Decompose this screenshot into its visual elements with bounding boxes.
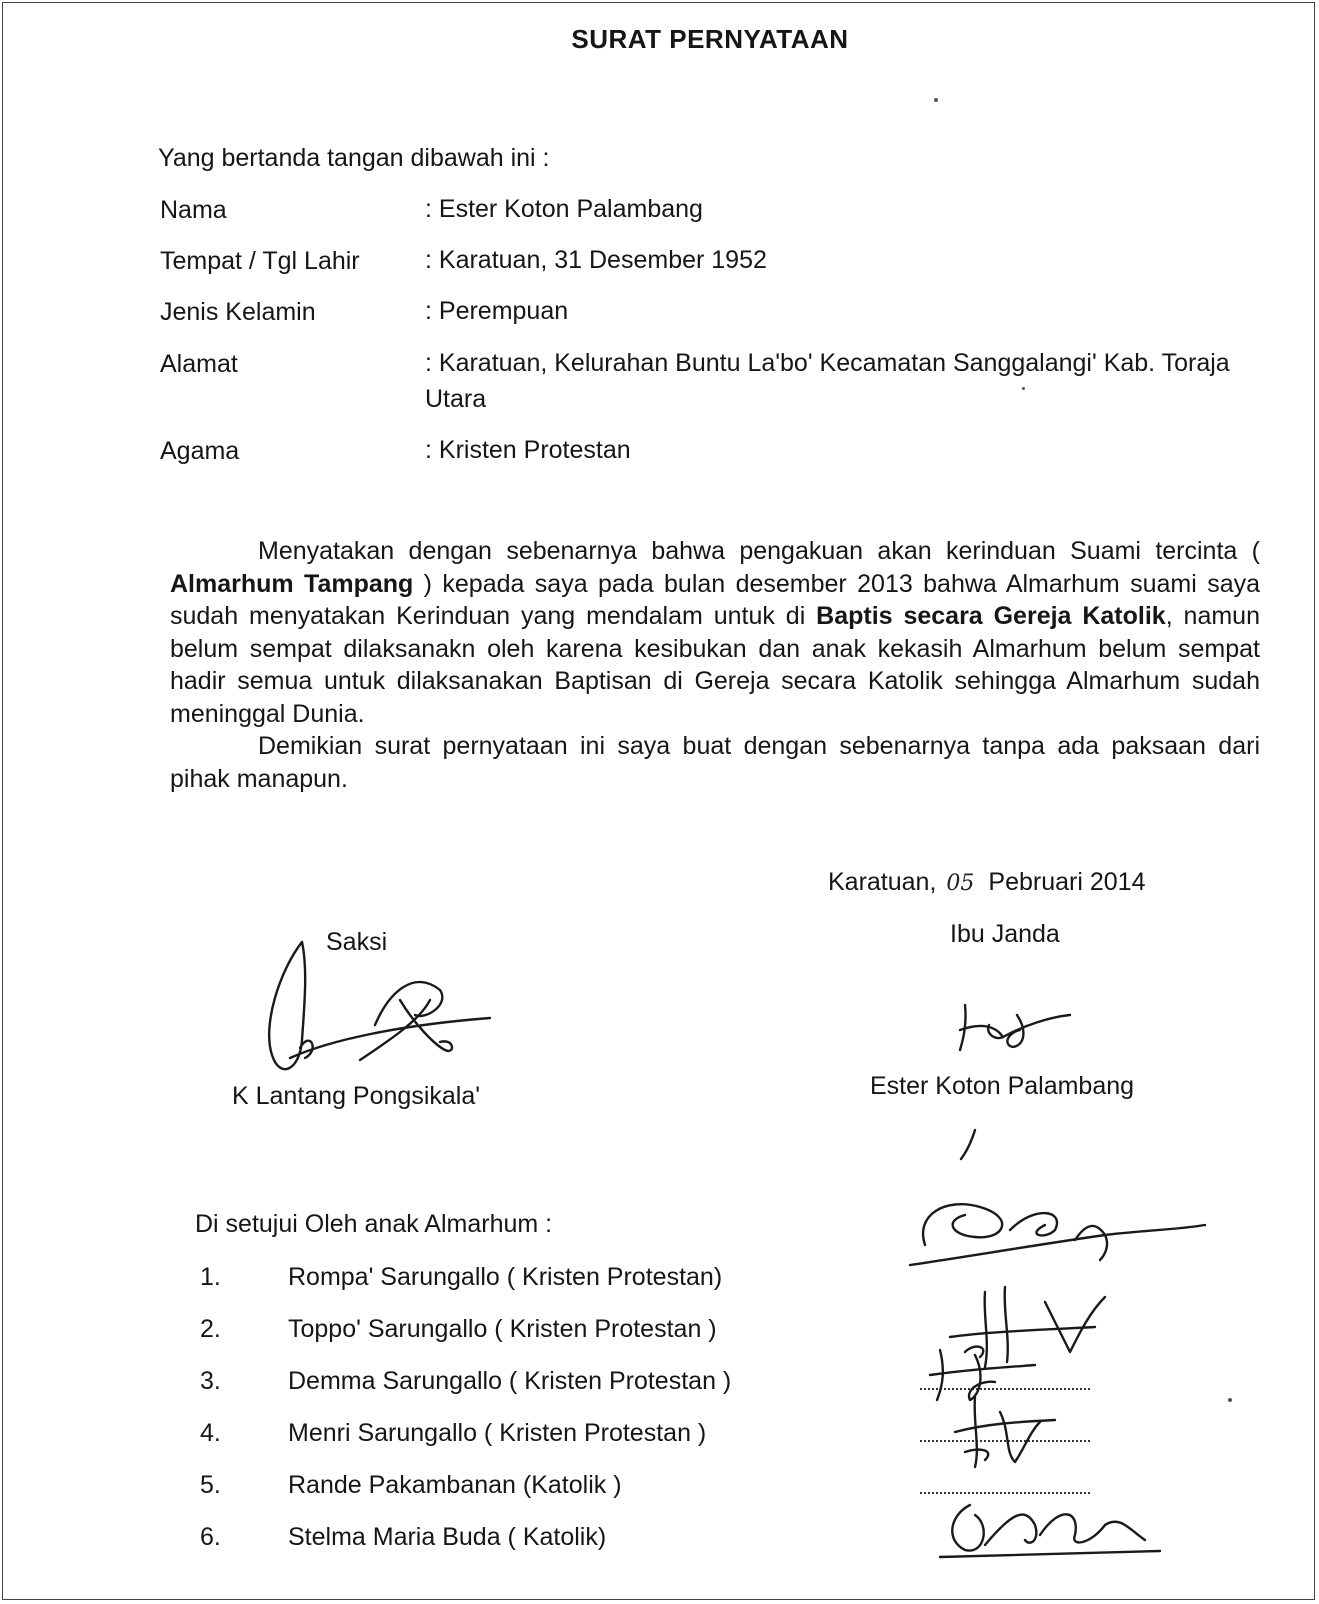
identity-label: Alamat — [160, 350, 238, 378]
statement-text: Menyatakan dengan sebenarnya bahwa pengakuan akan kerinduan Suami tercinta ( — [258, 537, 1260, 565]
widow-label: Ibu Janda — [950, 920, 1060, 948]
list-number: 5. — [200, 1471, 221, 1499]
child-name: Rande Pakambanan (Katolik ) — [288, 1471, 622, 1499]
identity-label: Jenis Kelamin — [160, 298, 316, 326]
approval-heading: Di setujui Oleh anak Almarhum : — [195, 1210, 553, 1238]
child-signature-6-icon — [930, 1485, 1170, 1565]
statement-text: , namun belum sempat dilaksanakn oleh karena kesibukan dan anak kekasih Almarhum belum sempat hadir semua untuk dilaksanakan Baptisan di Gereja secara Katolik sehingga Almarhum sudah meninggal Dunia. — [170, 602, 1260, 728]
identity-label: Agama — [160, 437, 240, 465]
identity-value: : Ester Koton Palambang — [425, 195, 703, 223]
month-year: Pebruari 2014 — [988, 868, 1146, 896]
statement-bold-baptism: Baptis secara Gereja Katolik — [816, 602, 1166, 630]
statement-text: ) kepada saya pada bulan desember 2013 bahwa Almarhum suami saya sudah menyatakan Kerinduan yang mendalam untuk di — [170, 569, 1261, 630]
identity-label: Tempat / Tgl Lahir — [160, 247, 360, 275]
identity-value: : Karatuan, 31 Desember 1952 — [425, 246, 767, 274]
statement-paragraph — [170, 535, 1260, 730]
handwritten-day: 05 — [946, 871, 975, 896]
widow-signature-icon — [955, 995, 1085, 1065]
identity-value: : Perempuan — [425, 297, 569, 325]
scan-speck — [1022, 387, 1025, 390]
list-number: 4. — [200, 1419, 221, 1447]
child-name: Stelma Maria Buda ( Katolik) — [288, 1523, 607, 1551]
identity-value: : Karatuan, Kelurahan Buntu La'bo' Kecamatan Sanggalangi' Kab. Toraja Utara — [425, 349, 1230, 413]
widow-name: Ester Koton Palambang — [870, 1072, 1135, 1100]
scan-speck — [1228, 1398, 1232, 1402]
intro-text: Yang bertanda tangan dibawah ini : — [158, 144, 550, 172]
witness-signature-icon — [240, 930, 530, 1100]
statement-bold-name: Almarhum Tampang — [170, 569, 414, 598]
witness-name: K Lantang Pongsikala' — [232, 1082, 481, 1110]
scan-speck — [934, 98, 938, 102]
list-number: 2. — [200, 1315, 221, 1343]
child-name: Rompa' Sarungallo ( Kristen Protestan) — [288, 1263, 723, 1291]
document-title: SURAT PERNYATAAN — [571, 24, 849, 54]
identity-label: Nama — [160, 196, 227, 224]
child-name: Toppo' Sarungallo ( Kristen Protestan ) — [288, 1315, 717, 1343]
place-date — [828, 868, 1145, 897]
witness-label: Saksi — [326, 928, 388, 956]
identity-value: : Kristen Protestan — [425, 436, 631, 464]
child-signature-1-icon — [905, 1185, 1215, 1285]
list-number: 6. — [200, 1523, 221, 1551]
list-number: 3. — [200, 1367, 221, 1395]
closing-paragraph: Demikian surat pernyataan ini saya buat dengan sebenarnya tanpa ada paksaan dari pihak manapun. — [170, 732, 1260, 793]
child-signature-4-icon — [945, 1392, 1085, 1472]
child-name: Menri Sarungallo ( Kristen Protestan ) — [288, 1419, 707, 1447]
list-number: 1. — [200, 1263, 221, 1291]
place: Karatuan, — [828, 868, 937, 896]
tick-mark-icon — [955, 1125, 985, 1165]
child-name: Demma Sarungallo ( Kristen Protestan ) — [288, 1367, 732, 1395]
